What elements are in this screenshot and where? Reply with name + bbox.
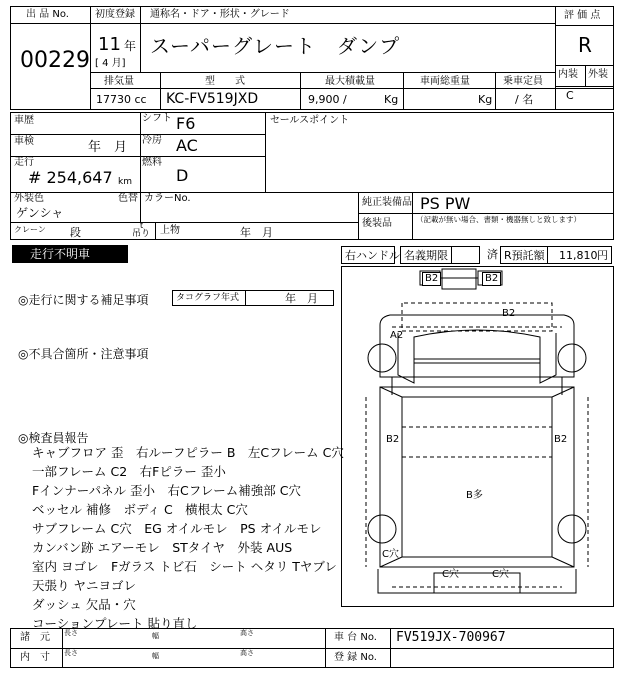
registration-label: 登 録 No.	[334, 652, 377, 663]
gross-weight-unit: Kg	[478, 93, 493, 106]
damage-mark: B2	[386, 434, 400, 445]
chassis-number: FV519JX-700967	[396, 630, 506, 645]
lot-number: 00229	[20, 48, 90, 73]
gross-weight-label: 車両総重量	[420, 76, 470, 87]
crane-label: クレーン	[14, 225, 46, 234]
inspector-line: Fインナーパネル 歪小 右Cフレーム補強部 C穴	[32, 483, 301, 498]
recycle-done: 済	[487, 248, 498, 261]
interior-grade-value: C	[566, 89, 574, 102]
exterior-grade-label: 外装	[588, 69, 608, 80]
title-change-box	[400, 246, 480, 264]
fuel-value: D	[176, 166, 189, 185]
handle-box	[341, 246, 400, 264]
specs-label: 諸 元	[20, 632, 50, 643]
interior-grade-label: 内装	[558, 69, 578, 80]
color-value: ゲンシャ	[16, 206, 64, 220]
equipment-label: 純正装備品	[362, 197, 412, 208]
mileage-label: 走行	[14, 157, 34, 168]
aftermarket-label: 後装品	[362, 218, 392, 229]
max-load-label: 最大積載量	[325, 76, 375, 87]
sales-point-label: セールスポイント	[270, 115, 350, 126]
length-label: 長さ	[64, 629, 78, 637]
damage-mark: B2	[502, 308, 516, 319]
inspector-line: サブフレーム C穴 EG オイルモレ PS オイルモレ	[32, 521, 322, 536]
recycle-fee-value: 11,810	[559, 249, 598, 262]
inspector-line: コーションプレート 貼り直し	[32, 616, 198, 631]
upper-label: 上物	[160, 225, 180, 236]
crane-hook: 吊り	[132, 229, 151, 239]
damage-mark: A2	[390, 330, 404, 341]
defects-heading: ◎不具合箇所・注意事項	[18, 347, 149, 361]
first-reg-year: 11	[98, 34, 121, 55]
damage-mark: C穴	[492, 569, 509, 580]
aftermarket-note: （記載が無い場合、書類・機器無しと致します）	[416, 215, 581, 224]
mileage-value: # 254,647	[28, 168, 113, 187]
damage-diagram	[341, 266, 614, 607]
type-value: KC-FV519JXD	[166, 91, 259, 107]
inspector-line: キャブフロア 歪 右ルーフピラー B 左Cフレーム C穴	[32, 445, 344, 460]
color-label: 外装色	[14, 193, 44, 204]
max-load-value: 9,900 /	[308, 93, 347, 106]
crane-ton: t	[140, 221, 144, 230]
handle-value: 右ハンドル	[345, 249, 400, 262]
inspector-line: カンバン跡 エアーモレ STタイヤ 外装 AUS	[32, 540, 293, 555]
tachograph-label: タコグラフ年式	[176, 293, 240, 303]
damage-mark: B2	[482, 272, 501, 286]
recycle-fee-box	[500, 246, 612, 264]
mileage-unknown-banner	[12, 245, 128, 263]
driving-heading: ◎走行に関する補足事項	[18, 293, 149, 307]
color-change-label: 色替	[118, 193, 138, 204]
capacity-label: 乗車定員	[503, 76, 543, 87]
fuel-label: 燃料	[142, 157, 162, 168]
damage-mark: B2	[422, 272, 441, 286]
crane-stage: 段	[70, 226, 81, 239]
title-change-label: 名義期限	[404, 249, 448, 262]
width-label: 幅	[152, 632, 159, 640]
grade-label: 評 価 点	[564, 10, 601, 21]
history-label: 車歴	[14, 115, 34, 126]
upper-date: 年 月	[240, 226, 273, 239]
model-name-label: 通称名・ドア・形状・グレード	[150, 9, 290, 20]
inspector-line: ベッセル 補修 ボディ C 横根太 C穴	[32, 502, 248, 517]
damage-mark: B2	[554, 434, 568, 445]
first-reg-year-unit: 年	[124, 39, 137, 53]
grade-value: R	[578, 33, 592, 57]
shift-value: F6	[176, 114, 196, 133]
max-load-unit: Kg	[384, 93, 399, 106]
damage-mark: C穴	[442, 569, 459, 580]
shift-label: シフト	[142, 113, 172, 124]
damage-mark: C穴	[382, 549, 399, 560]
inspector-line: ダッシュ 欠品・穴	[32, 597, 136, 612]
interior-dims-label: 内 寸	[20, 652, 50, 663]
inspector-line: 天張り ヤニヨゴレ	[32, 578, 136, 593]
lot-no-label: 出 品 No.	[26, 9, 69, 20]
tachograph-date: 年 月	[285, 292, 318, 305]
type-label: 型 式	[205, 76, 245, 87]
height-label: 高さ	[240, 649, 254, 657]
inspection-label: 車検	[14, 136, 34, 147]
first-reg-label: 初度登録	[95, 9, 135, 20]
inspector-line: 一部フレーム C2 右Fピラー 歪小	[32, 464, 226, 479]
equipment-value: PS PW	[420, 194, 471, 213]
height-label: 高さ	[240, 629, 254, 637]
displacement-value: 17730 cc	[96, 93, 147, 106]
inspector-heading: ◎検査員報告	[18, 431, 89, 445]
inspector-line: 室内 ヨゴレ Fガラス トビ石 シート ヘタリ Tヤブレ	[32, 559, 337, 574]
recycle-fee-unit: 円	[597, 249, 608, 262]
width-label: 幅	[152, 652, 159, 660]
length-label: 長さ	[64, 649, 78, 657]
ac-label: 冷房	[142, 135, 162, 146]
chassis-label: 車 台 No.	[334, 632, 377, 643]
first-reg-month: [ 4 月]	[95, 58, 126, 69]
color-code-label: カラーNo.	[144, 193, 191, 204]
mileage-unit: km	[118, 177, 132, 187]
banner-text: 走行不明車	[30, 247, 91, 261]
capacity-value: / 名	[515, 93, 534, 106]
inspection-value: 年 月	[88, 140, 128, 155]
model-name: スーパーグレート ダンプ	[150, 34, 401, 58]
recycle-fee-label: R預託額	[504, 249, 545, 262]
tachograph-box	[172, 290, 334, 306]
ac-value: AC	[176, 136, 198, 155]
damage-mark: B多	[466, 490, 483, 501]
displacement-label: 排気量	[104, 76, 134, 87]
